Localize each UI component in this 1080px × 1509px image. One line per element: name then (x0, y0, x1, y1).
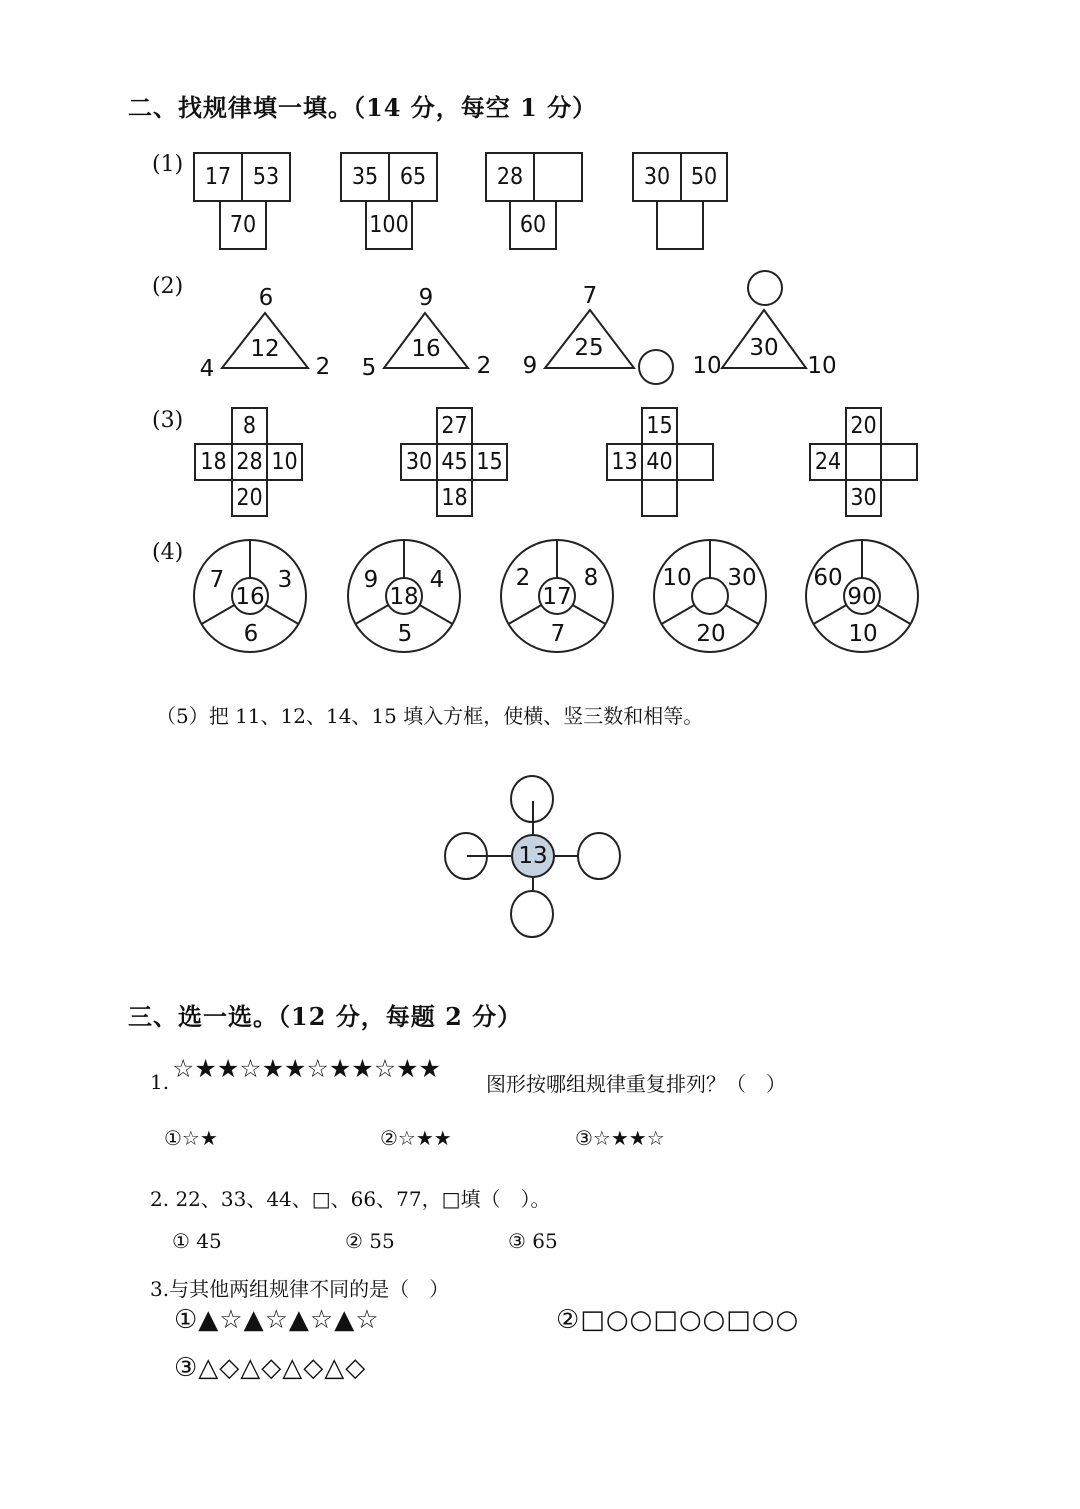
cross-bottom: 20 (231, 479, 268, 517)
q3-answer-box[interactable] (676, 443, 714, 481)
q2-answer-circle-4 (748, 271, 782, 305)
q3-answer-box[interactable] (880, 443, 918, 481)
cross-right: 15 (471, 443, 508, 481)
tri2-center: 16 (411, 336, 441, 362)
wheel5-bottom: 10 (848, 621, 878, 647)
tri4-right: 10 (807, 353, 837, 379)
tri1-left: 4 (199, 356, 215, 382)
q1-box-top-left: 35 (340, 152, 390, 202)
wheel3-left: 2 (515, 565, 531, 591)
q4-label: (4) (152, 540, 184, 565)
section-2-title: 二、找规律填一填。（14 分，每空 1 分） (128, 93, 598, 122)
q1-box-top-left: 28 (485, 152, 535, 202)
cross-bottom: 30 (845, 479, 882, 517)
s3-q1-option-3[interactable]: ③☆★★☆ (575, 1126, 665, 1150)
s3-q1-question: 图形按哪组规律重复排列？（ ） (486, 1072, 786, 1096)
wheel3-bottom: 7 (550, 621, 566, 647)
q2-label: (2) (152, 274, 184, 299)
q3-answer-box[interactable] (845, 443, 882, 481)
s3-q2-question: 2. 22、33、44、□、66、77，□填（ ）。 (150, 1187, 551, 1211)
s3-q3-question: 3.与其他两组规律不同的是（ ） (150, 1277, 450, 1301)
tri1-center: 12 (250, 336, 280, 362)
cross-left: 30 (400, 443, 438, 481)
wheel5-center: 90 (847, 584, 877, 610)
s3-q3-option-2[interactable]: ②□○○□○○□○○ (556, 1305, 800, 1335)
s3-q2-option-1[interactable]: ① 45 (172, 1229, 222, 1253)
q1-box-top-left: 17 (193, 152, 243, 202)
q1-label: (1) (152, 152, 184, 177)
cross-left: 18 (194, 443, 233, 481)
q1-box-top-right: 65 (388, 152, 438, 202)
cross-left: 24 (809, 443, 847, 481)
wheel1-right: 3 (277, 567, 293, 593)
tri1-right: 2 (315, 354, 331, 380)
wheel4-bottom: 20 (696, 621, 726, 647)
wheel3-right: 8 (583, 565, 599, 591)
wheel4-left: 10 (662, 565, 692, 591)
cross-top: 8 (231, 407, 268, 445)
tri1-top: 6 (258, 285, 274, 311)
wheel1-bottom: 6 (243, 621, 259, 647)
q5-center-number: 13 (518, 843, 548, 869)
section-3-title: 三、选一选。（12 分，每题 2 分） (128, 1002, 523, 1031)
tri2-right: 2 (476, 353, 492, 379)
wheel1-center: 16 (235, 584, 265, 610)
q1-box-top-right: 50 (680, 152, 728, 202)
q2-triangle-figures (0, 0, 1080, 400)
cross-top: 20 (845, 407, 882, 445)
q3-label: (3) (152, 408, 184, 433)
cross-left: 13 (606, 443, 643, 481)
wheel2-center: 18 (389, 584, 419, 610)
wheel2-right: 4 (429, 567, 445, 593)
tri4-left: 10 (692, 353, 722, 379)
tri4-center: 30 (749, 335, 779, 361)
s3-q3-option-1[interactable]: ①▲☆▲☆▲☆▲☆ (174, 1305, 380, 1335)
q5-answer-circle-bottom (511, 891, 553, 937)
wheel2-left: 9 (363, 567, 379, 593)
s3-q1-option-1[interactable]: ①☆★ (164, 1126, 218, 1150)
q1-box-top-right: 53 (241, 152, 291, 202)
cross-top: 27 (436, 407, 473, 445)
q1-box-bottom: 60 (509, 200, 557, 250)
wheel3-center: 17 (542, 584, 572, 610)
q1-box-top-left: 30 (632, 152, 682, 202)
cross-center: 40 (641, 443, 678, 481)
tri3-top: 7 (582, 283, 598, 309)
q1-box-bottom: 70 (219, 200, 267, 250)
q5-instruction: （5）把 11、12、14、15 填入方框，使横、竖三数和相等。 (156, 704, 704, 728)
wheel1-left: 7 (209, 567, 225, 593)
q5-answer-circle-right (578, 833, 620, 879)
s3-q2-option-2[interactable]: ② 55 (345, 1229, 395, 1253)
q2-answer-circle-3 (639, 350, 673, 384)
cross-top: 15 (641, 407, 678, 445)
q3-answer-box[interactable] (641, 479, 678, 517)
tri3-left: 9 (522, 353, 538, 379)
cross-bottom: 18 (436, 479, 473, 517)
s3-q2-option-3[interactable]: ③ 65 (508, 1229, 558, 1253)
tri2-top: 9 (418, 285, 434, 311)
cross-right: 10 (266, 443, 303, 481)
wheel2-bottom: 5 (397, 621, 413, 647)
s3-q1-number: 1. (150, 1070, 170, 1094)
s3-q3-option-3[interactable]: ③△◇△◇△◇△◇ (174, 1353, 367, 1383)
tri2-left: 5 (361, 355, 377, 381)
wheel5-left: 60 (813, 565, 843, 591)
s3-q1-option-2[interactable]: ②☆★★ (380, 1126, 452, 1150)
tri3-center: 25 (574, 335, 604, 361)
q1-box-bottom: 100 (365, 200, 413, 250)
s3-q1-star-pattern: ☆★★☆★★☆★★☆★★ (172, 1054, 441, 1083)
cross-center: 28 (231, 443, 268, 481)
q4-wheel-figures (0, 520, 1080, 670)
cross-center: 45 (436, 443, 473, 481)
wheel4-right: 30 (727, 565, 757, 591)
